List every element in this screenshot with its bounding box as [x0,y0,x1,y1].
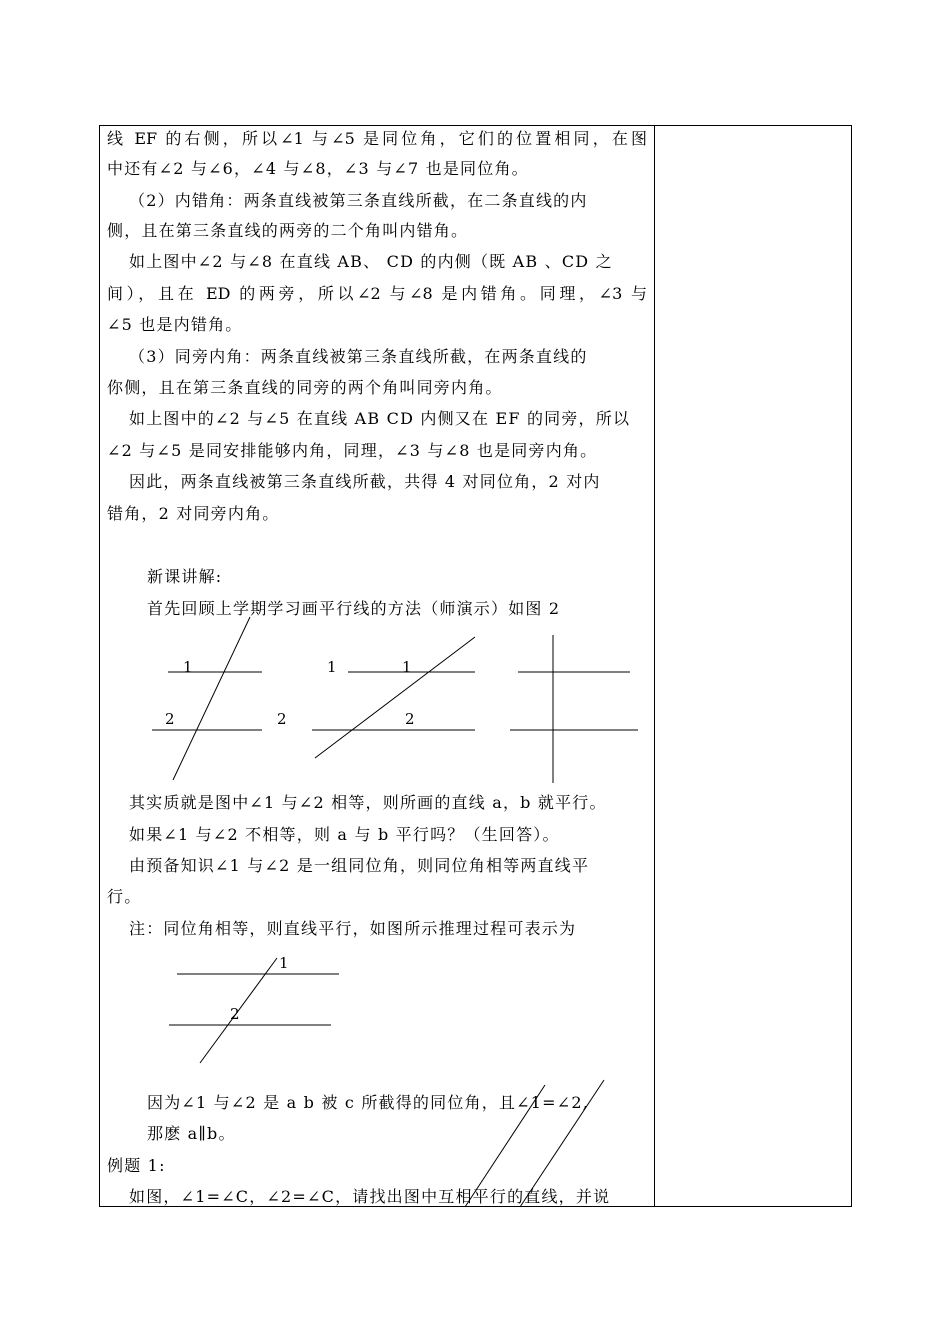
paragraph-line: 因为∠1 与∠2 是 a b 被 c 所截得的同位角，且∠1=∠2, [147,1093,589,1112]
paragraph-line: 中还有∠2 与∠6，∠4 与∠8，∠3 与∠7 也是同位角。 [107,159,529,178]
paragraph-line: 侧，且在第三条直线的两旁的二个角叫内错角。 [107,221,469,240]
paragraph-line: 由预备知识∠1 与∠2 是一组同位角，则同位角相等两直线平 [129,856,590,875]
angle-label-1: 1 [279,954,289,972]
paragraph-line: 其实质就是图中∠1 与∠2 相等，则所画的直线 a，b 就平行。 [129,793,607,812]
figure-b [277,637,475,758]
figure-a [152,617,262,780]
paragraph-line: 间），且在 ED 的两旁，所以∠2 与∠8 是内错角。同理，∠3 与 [107,284,647,303]
paragraph-line: 首先回顾上学期学习画平行线的方法（师演示）如图 2 [147,599,561,618]
paragraph-line: ∠2 与∠5 是同安排能够内角，同理，∠3 与∠8 也是同旁内角。 [107,441,598,460]
paragraph-line: ∠5 也是内错角。 [107,315,243,334]
corresponding-angles-figure [165,950,355,1070]
paragraph-line: 注：同位角相等，则直线平行，如图所示推理过程可表示为 [129,919,577,938]
angle-label-2: 2 [165,710,175,728]
paragraph-line: 错角，2 对同旁内角。 [107,504,280,523]
figure-c [510,635,638,783]
angle-label-1-outer: 1 [327,658,337,676]
transversal [173,617,250,780]
slanted-line-1 [465,1085,545,1207]
angle-label-1: 1 [402,658,412,676]
example-heading: 例题 1: [107,1156,166,1175]
paragraph-line: （2）内错角：两条直线被第三条直线所截，在二条直线的内 [129,191,588,210]
angle-label-1: 1 [183,658,193,676]
angle-label-2: 2 [405,710,415,728]
paragraph-line: 如上图中∠2 与∠8 在直线 AB、 CD 的内侧（既 AB 、CD 之 [129,252,613,271]
section-heading: 新课讲解: [147,567,223,586]
paragraph-line: 那麽 a∥b。 [147,1124,236,1143]
angle-label-2: 2 [230,1005,240,1023]
slanted-line-2 [520,1080,604,1207]
paragraph-line: 如图，∠1=∠C，∠2=∠C，请找出图中互相平行的直线，并说 [129,1187,611,1206]
paragraph-line: 线 EF 的右侧，所以∠1 与∠5 是同位角，它们的位置相同，在图 [107,129,647,148]
example-parallel-lines-figure [460,1075,610,1210]
paragraph-line: 如果∠1 与∠2 不相等，则 a 与 b 平行吗？（生回答）。 [129,825,560,844]
transversal [315,637,475,758]
paragraph-line: 因此，两条直线被第三条直线所截，共得 4 对同位角，2 对内 [129,472,601,491]
paragraph-line: 你侧，且在第三条直线的同旁的两个角叫同旁内角。 [107,378,503,397]
paragraph-line: 如上图中的∠2 与∠5 在直线 AB CD 内侧又在 EF 的同旁，所以 [129,409,631,428]
angle-label-2-outer: 2 [277,710,287,728]
paragraph-line: （3）同旁内角：两条直线被第三条直线所截，在两条直线的 [129,347,588,366]
paragraph-line: 行。 [107,887,142,906]
parallel-lines-figure-2 [140,615,660,795]
